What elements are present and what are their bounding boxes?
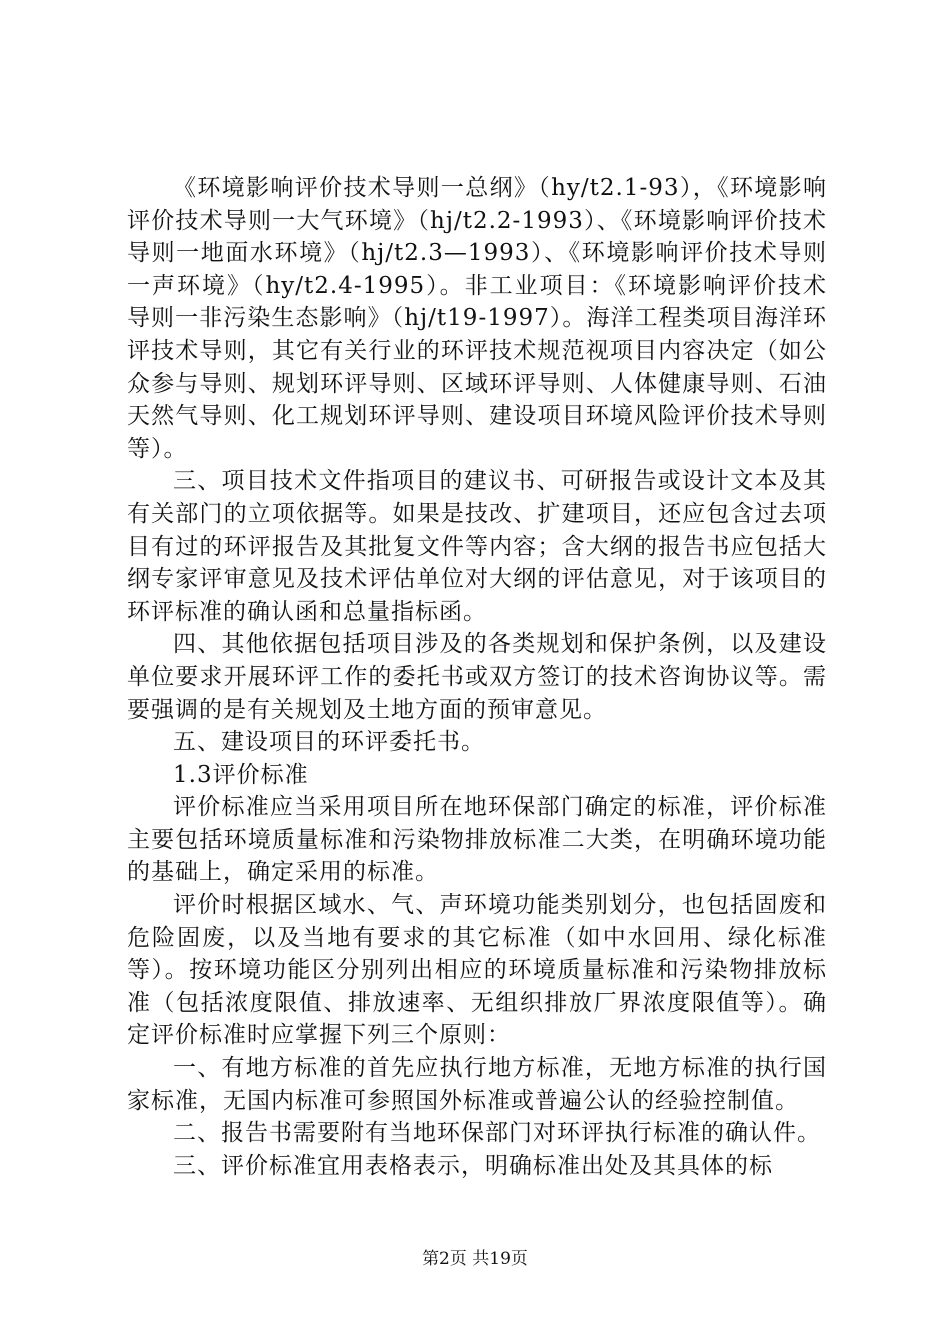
paragraph-guidelines: 《环境影响评价技术导则一总纲》（hy/t2.1-93），《环境影响评价技术导则一大气环境》（hj/t2.2-1993）、《环境影响评价技术导则一地面水环境》（hj/t2.3—1993）、《环境影响评价技术导则一声环境》（hy/t2.4-1995）。非工业项目：《环境影响评价技术导则一非污染生态影响》（hj/t19-1997）。海洋工程类项目海洋环评技术导则，其它有关行业的环评技术规范视项目内容决定（如公众参与导则、规划环评导则、区域环评导则、人体健康导则、石油天然气导则、化工规划环评导则、建设项目环境风险评价技术导则等）。 bbox=[127, 175, 827, 462]
paragraph-principle-two: 二、报告书需要附有当地环保部门对环评执行标准的确认件。 bbox=[173, 1120, 821, 1147]
paragraph-technical-documents: 三、项目技术文件指项目的建议书、可研报告或设计文本及其有关部门的立项依据等。如果是技改、扩建项目，还应包含过去项目有过的环评报告及其批复文件等内容；含大纲的报告书应包括大纲专家评审意见及技术评估单位对大纲的评估意见，对于该项目的环评标准的确认函和总量指标函。 bbox=[127, 468, 827, 625]
body-text bbox=[127, 172, 827, 1182]
paragraph-other-basis: 四、其他依据包括项目涉及的各类规划和保护条例，以及建设单位要求开展环评工作的委托书或双方签订的技术咨询协议等。需要强调的是有关规划及土地方面的预审意见。 bbox=[127, 631, 827, 723]
paragraph-standards-classification: 评价时根据区域水、气、声环境功能类别划分，也包括固废和危险固废，以及当地有要求的其它标准（如中水回用、绿化标准等）。按环境功能区分别列出相应的环境质量标准和污染物排放标准（包括浓度限值、排放速率、无组织排放厂界浓度限值等）。确定评价标准时应掌握下列三个原则： bbox=[127, 892, 827, 1049]
section-heading-evaluation-standards: 1.3评价标准 bbox=[173, 761, 309, 788]
paragraph-principle-one: 一、有地方标准的首先应执行地方标准，无地方标准的执行国家标准，无国内标准可参照国外标准或普遍公认的经验控制值。 bbox=[127, 1055, 827, 1114]
page-number-footer: 第2页 共19页 bbox=[422, 1249, 528, 1269]
paragraph-commission: 五、建设项目的环评委托书。 bbox=[173, 729, 485, 756]
paragraph-standards-intro: 评价标准应当采用项目所在地环保部门确定的标准，评价标准主要包括环境质量标准和污染物排放标准二大类，在明确环境功能的基础上，确定采用的标准。 bbox=[127, 794, 827, 886]
paragraph-principle-three: 三、评价标准宜用表格表示，明确标准出处及其具体的标 bbox=[173, 1152, 773, 1179]
